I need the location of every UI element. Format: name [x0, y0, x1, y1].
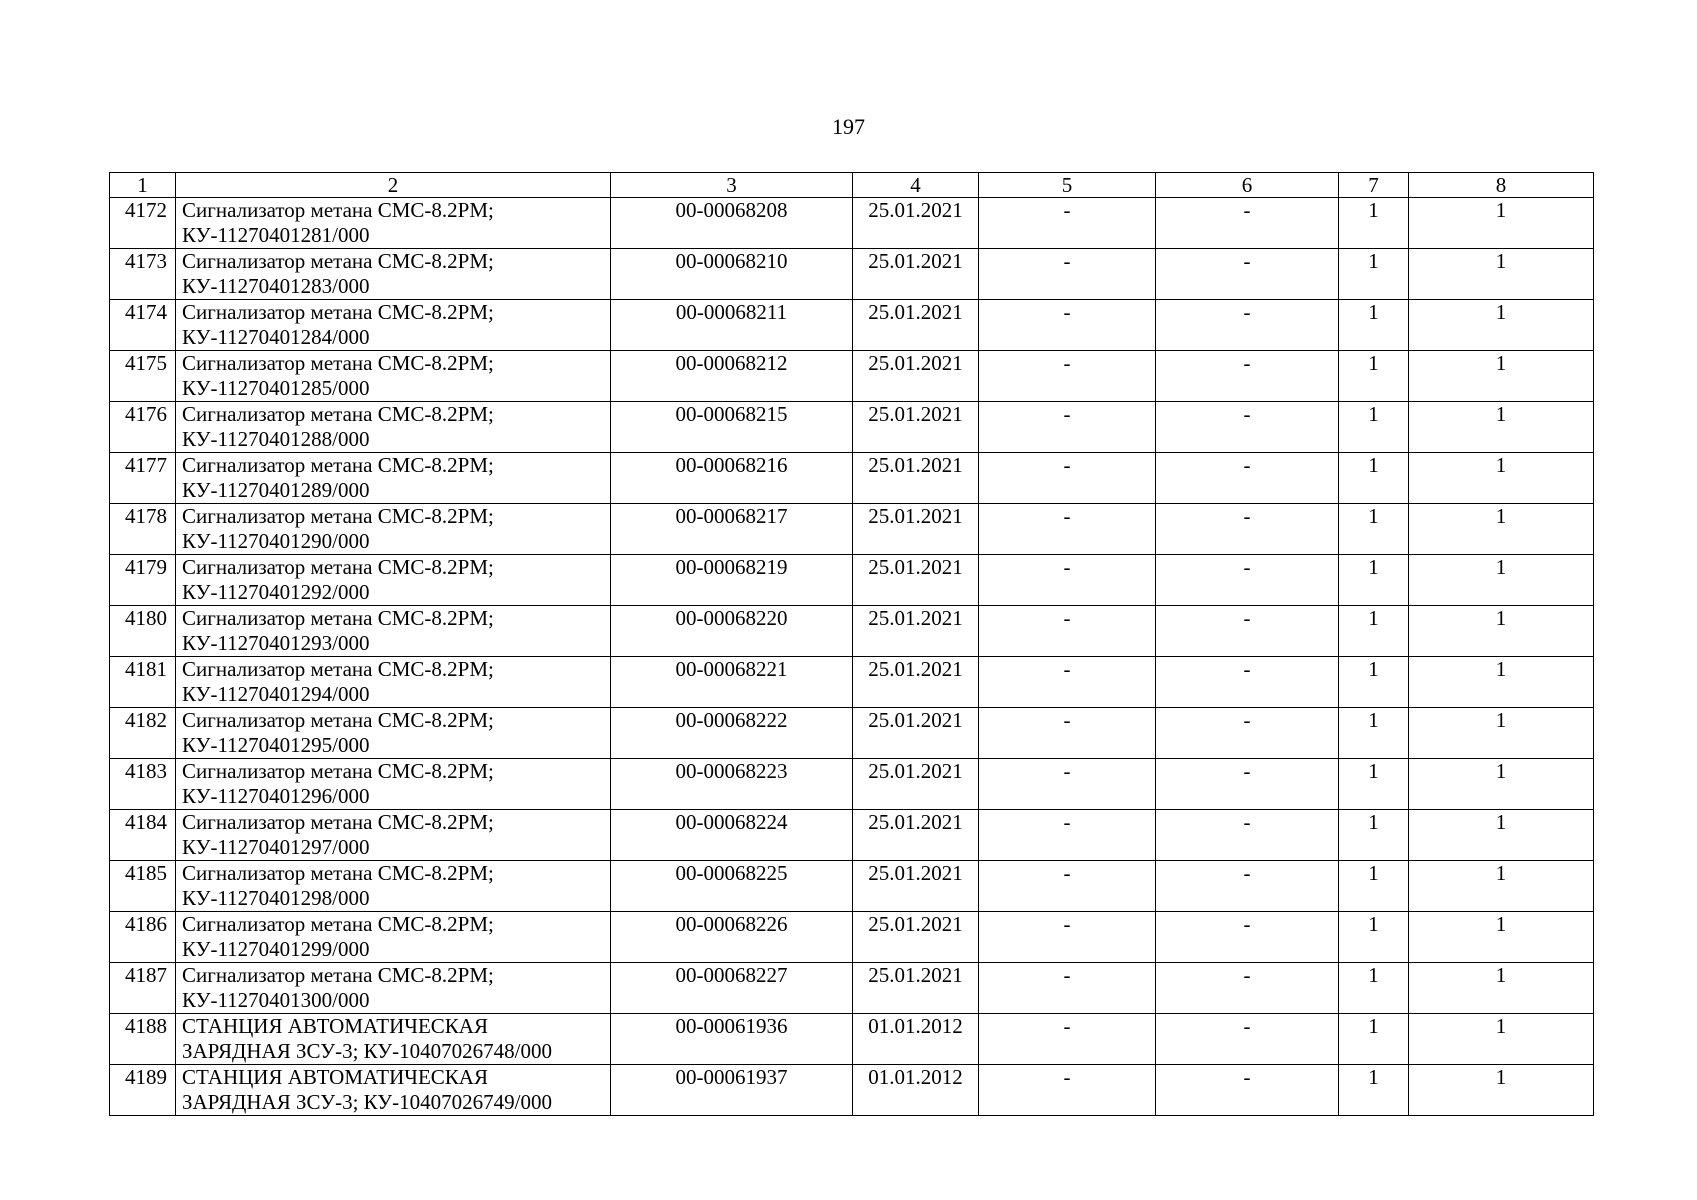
table-row [110, 1065, 1594, 1116]
item-name [176, 351, 611, 402]
row-number: 4185 [110, 861, 176, 912]
column-6-cell: - [1156, 861, 1339, 912]
column-8-cell: 1 [1409, 963, 1594, 1014]
column-5-cell: - [979, 1065, 1156, 1116]
column-7-cell: 1 [1339, 402, 1409, 453]
column-header: 3 [611, 173, 853, 198]
column-7-cell: 1 [1339, 606, 1409, 657]
column-8-cell: 1 [1409, 504, 1594, 555]
row-number: 4175 [110, 351, 176, 402]
item-name-line-2: КУ-11270401293/000 [182, 631, 370, 655]
column-8-cell: 1 [1409, 606, 1594, 657]
column-5-cell: - [979, 504, 1156, 555]
column-7-cell: 1 [1339, 249, 1409, 300]
row-number: 4174 [110, 300, 176, 351]
table-row [110, 708, 1594, 759]
table-row [110, 198, 1594, 249]
date-cell: 25.01.2021 [853, 759, 979, 810]
column-7-cell: 1 [1339, 198, 1409, 249]
date-cell: 25.01.2021 [853, 912, 979, 963]
date-cell: 25.01.2021 [853, 657, 979, 708]
column-6-cell: - [1156, 351, 1339, 402]
column-8-cell: 1 [1409, 402, 1594, 453]
item-name [176, 555, 611, 606]
row-number: 4186 [110, 912, 176, 963]
row-number: 4187 [110, 963, 176, 1014]
column-6-cell: - [1156, 300, 1339, 351]
column-6-cell: - [1156, 963, 1339, 1014]
row-number: 4178 [110, 504, 176, 555]
table-row [110, 351, 1594, 402]
item-name-line-1: Сигнализатор метана СМС-8.2РМ; [182, 351, 494, 375]
column-5-cell: - [979, 1014, 1156, 1065]
row-number: 4176 [110, 402, 176, 453]
column-5-cell: - [979, 861, 1156, 912]
column-8-cell: 1 [1409, 351, 1594, 402]
row-number: 4181 [110, 657, 176, 708]
row-number: 4172 [110, 198, 176, 249]
column-header: 1 [110, 173, 176, 198]
table-row [110, 810, 1594, 861]
item-name-line-2: КУ-11270401284/000 [182, 325, 370, 349]
item-name-line-1: Сигнализатор метана СМС-8.2РМ; [182, 249, 494, 273]
table-row [110, 1014, 1594, 1065]
page-number: 197 [832, 114, 865, 139]
item-name-line-2: КУ-11270401292/000 [182, 580, 370, 604]
row-number: 4179 [110, 555, 176, 606]
date-cell: 25.01.2021 [853, 555, 979, 606]
item-name-line-2: КУ-11270401289/000 [182, 478, 370, 502]
inventory-number: 00-00061937 [611, 1065, 853, 1116]
item-name-line-2: КУ-11270401281/000 [182, 223, 370, 247]
column-header: 8 [1409, 173, 1594, 198]
column-7-cell: 1 [1339, 657, 1409, 708]
item-name-line-1: Сигнализатор метана СМС-8.2РМ; [182, 810, 494, 834]
column-8-cell: 1 [1409, 555, 1594, 606]
column-header: 4 [853, 173, 979, 198]
column-5-cell: - [979, 453, 1156, 504]
table-row [110, 300, 1594, 351]
item-name-line-2: КУ-11270401297/000 [182, 835, 370, 859]
column-6-cell: - [1156, 912, 1339, 963]
column-6-cell: - [1156, 453, 1339, 504]
item-name-line-1: Сигнализатор метана СМС-8.2РМ; [182, 402, 494, 426]
inventory-number: 00-00068212 [611, 351, 853, 402]
item-name [176, 300, 611, 351]
column-7-cell: 1 [1339, 351, 1409, 402]
column-6-cell: - [1156, 402, 1339, 453]
inventory-number: 00-00068215 [611, 402, 853, 453]
column-8-cell: 1 [1409, 861, 1594, 912]
item-name [176, 759, 611, 810]
column-5-cell: - [979, 198, 1156, 249]
column-5-cell: - [979, 759, 1156, 810]
column-8-cell: 1 [1409, 810, 1594, 861]
column-8-cell: 1 [1409, 912, 1594, 963]
column-7-cell: 1 [1339, 861, 1409, 912]
column-header: 2 [176, 173, 611, 198]
column-7-cell: 1 [1339, 912, 1409, 963]
header-row [110, 173, 1594, 198]
column-6-cell: - [1156, 504, 1339, 555]
column-6-cell: - [1156, 606, 1339, 657]
item-name-line-2: КУ-11270401300/000 [182, 988, 370, 1012]
item-name [176, 810, 611, 861]
column-7-cell: 1 [1339, 963, 1409, 1014]
date-cell: 25.01.2021 [853, 402, 979, 453]
row-number: 4188 [110, 1014, 176, 1065]
table-row [110, 657, 1594, 708]
item-name-line-2: КУ-11270401299/000 [182, 937, 370, 961]
column-6-cell: - [1156, 249, 1339, 300]
date-cell: 25.01.2021 [853, 606, 979, 657]
column-8-cell: 1 [1409, 1014, 1594, 1065]
column-6-cell: - [1156, 1014, 1339, 1065]
inventory-number: 00-00068211 [611, 300, 853, 351]
date-cell: 01.01.2012 [853, 1014, 979, 1065]
item-name-line-1: Сигнализатор метана СМС-8.2РМ; [182, 453, 494, 477]
column-6-cell: - [1156, 1065, 1339, 1116]
inventory-number: 00-00068208 [611, 198, 853, 249]
date-cell: 25.01.2021 [853, 504, 979, 555]
inventory-table [109, 172, 1594, 1116]
column-5-cell: - [979, 402, 1156, 453]
column-6-cell: - [1156, 759, 1339, 810]
table-row [110, 504, 1594, 555]
item-name [176, 861, 611, 912]
item-name-line-1: СТАНЦИЯ АВТОМАТИЧЕСКАЯ [182, 1014, 488, 1038]
inventory-number: 00-00068210 [611, 249, 853, 300]
column-8-cell: 1 [1409, 453, 1594, 504]
table-row [110, 912, 1594, 963]
column-5-cell: - [979, 810, 1156, 861]
item-name [176, 606, 611, 657]
column-8-cell: 1 [1409, 249, 1594, 300]
inventory-number: 00-00068220 [611, 606, 853, 657]
item-name-line-1: Сигнализатор метана СМС-8.2РМ; [182, 504, 494, 528]
column-8-cell: 1 [1409, 759, 1594, 810]
column-5-cell: - [979, 657, 1156, 708]
column-7-cell: 1 [1339, 810, 1409, 861]
column-5-cell: - [979, 606, 1156, 657]
item-name-line-1: Сигнализатор метана СМС-8.2РМ; [182, 963, 494, 987]
column-header: 5 [979, 173, 1156, 198]
column-5-cell: - [979, 555, 1156, 606]
row-number: 4182 [110, 708, 176, 759]
item-name-line-1: Сигнализатор метана СМС-8.2РМ; [182, 657, 494, 681]
date-cell: 25.01.2021 [853, 708, 979, 759]
column-8-cell: 1 [1409, 657, 1594, 708]
table-row [110, 453, 1594, 504]
item-name-line-2: КУ-11270401283/000 [182, 274, 370, 298]
column-5-cell: - [979, 912, 1156, 963]
date-cell: 25.01.2021 [853, 810, 979, 861]
column-7-cell: 1 [1339, 708, 1409, 759]
item-name [176, 657, 611, 708]
inventory-number: 00-00068216 [611, 453, 853, 504]
row-number: 4180 [110, 606, 176, 657]
table-row [110, 555, 1594, 606]
column-7-cell: 1 [1339, 1065, 1409, 1116]
column-5-cell: - [979, 249, 1156, 300]
column-header: 6 [1156, 173, 1339, 198]
inventory-number: 00-00068221 [611, 657, 853, 708]
item-name-line-1: Сигнализатор метана СМС-8.2РМ; [182, 606, 494, 630]
table-row [110, 759, 1594, 810]
column-header: 7 [1339, 173, 1409, 198]
item-name-line-2: КУ-11270401298/000 [182, 886, 370, 910]
column-7-cell: 1 [1339, 759, 1409, 810]
item-name-line-1: Сигнализатор метана СМС-8.2РМ; [182, 708, 494, 732]
table-row [110, 963, 1594, 1014]
item-name-line-2: КУ-11270401290/000 [182, 529, 370, 553]
inventory-number: 00-00068227 [611, 963, 853, 1014]
date-cell: 25.01.2021 [853, 300, 979, 351]
date-cell: 25.01.2021 [853, 453, 979, 504]
item-name [176, 198, 611, 249]
column-5-cell: - [979, 963, 1156, 1014]
item-name-line-2: КУ-11270401295/000 [182, 733, 370, 757]
column-8-cell: 1 [1409, 708, 1594, 759]
column-6-cell: - [1156, 198, 1339, 249]
item-name [176, 963, 611, 1014]
item-name-line-1: Сигнализатор метана СМС-8.2РМ; [182, 912, 494, 936]
column-7-cell: 1 [1339, 504, 1409, 555]
inventory-number: 00-00068219 [611, 555, 853, 606]
item-name-line-1: Сигнализатор метана СМС-8.2РМ; [182, 861, 494, 885]
item-name [176, 504, 611, 555]
column-7-cell: 1 [1339, 453, 1409, 504]
item-name [176, 402, 611, 453]
column-6-cell: - [1156, 708, 1339, 759]
item-name [176, 453, 611, 504]
inventory-number: 00-00068222 [611, 708, 853, 759]
column-7-cell: 1 [1339, 555, 1409, 606]
row-number: 4173 [110, 249, 176, 300]
item-name-line-2: ЗАРЯДНАЯ ЗСУ-3; КУ-10407026749/000 [182, 1090, 552, 1114]
row-number: 4177 [110, 453, 176, 504]
item-name [176, 1014, 611, 1065]
item-name-line-1: СТАНЦИЯ АВТОМАТИЧЕСКАЯ [182, 1065, 488, 1089]
column-8-cell: 1 [1409, 300, 1594, 351]
item-name-line-2: КУ-11270401296/000 [182, 784, 370, 808]
row-number: 4189 [110, 1065, 176, 1116]
item-name [176, 249, 611, 300]
item-name-line-2: КУ-11270401285/000 [182, 376, 370, 400]
item-name-line-1: Сигнализатор метана СМС-8.2РМ; [182, 300, 494, 324]
table-row [110, 606, 1594, 657]
date-cell: 25.01.2021 [853, 351, 979, 402]
column-6-cell: - [1156, 555, 1339, 606]
item-name-line-1: Сигнализатор метана СМС-8.2РМ; [182, 759, 494, 783]
column-7-cell: 1 [1339, 1014, 1409, 1065]
item-name-line-2: КУ-11270401288/000 [182, 427, 370, 451]
table-row [110, 402, 1594, 453]
column-6-cell: - [1156, 657, 1339, 708]
table-row [110, 861, 1594, 912]
item-name-line-2: КУ-11270401294/000 [182, 682, 370, 706]
item-name-line-1: Сигнализатор метана СМС-8.2РМ; [182, 555, 494, 579]
inventory-number: 00-00068224 [611, 810, 853, 861]
date-cell: 01.01.2012 [853, 1065, 979, 1116]
inventory-number: 00-00061936 [611, 1014, 853, 1065]
column-7-cell: 1 [1339, 300, 1409, 351]
date-cell: 25.01.2021 [853, 861, 979, 912]
date-cell: 25.01.2021 [853, 249, 979, 300]
column-8-cell: 1 [1409, 198, 1594, 249]
row-number: 4184 [110, 810, 176, 861]
row-number: 4183 [110, 759, 176, 810]
item-name [176, 912, 611, 963]
inventory-number: 00-00068223 [611, 759, 853, 810]
item-name [176, 708, 611, 759]
inventory-number: 00-00068217 [611, 504, 853, 555]
item-name-line-2: ЗАРЯДНАЯ ЗСУ-3; КУ-10407026748/000 [182, 1039, 552, 1063]
date-cell: 25.01.2021 [853, 963, 979, 1014]
inventory-number: 00-00068226 [611, 912, 853, 963]
column-5-cell: - [979, 708, 1156, 759]
column-8-cell: 1 [1409, 1065, 1594, 1116]
table-row [110, 249, 1594, 300]
column-5-cell: - [979, 300, 1156, 351]
item-name-line-1: Сигнализатор метана СМС-8.2РМ; [182, 198, 494, 222]
column-6-cell: - [1156, 810, 1339, 861]
inventory-number: 00-00068225 [611, 861, 853, 912]
column-5-cell: - [979, 351, 1156, 402]
date-cell: 25.01.2021 [853, 198, 979, 249]
item-name [176, 1065, 611, 1116]
